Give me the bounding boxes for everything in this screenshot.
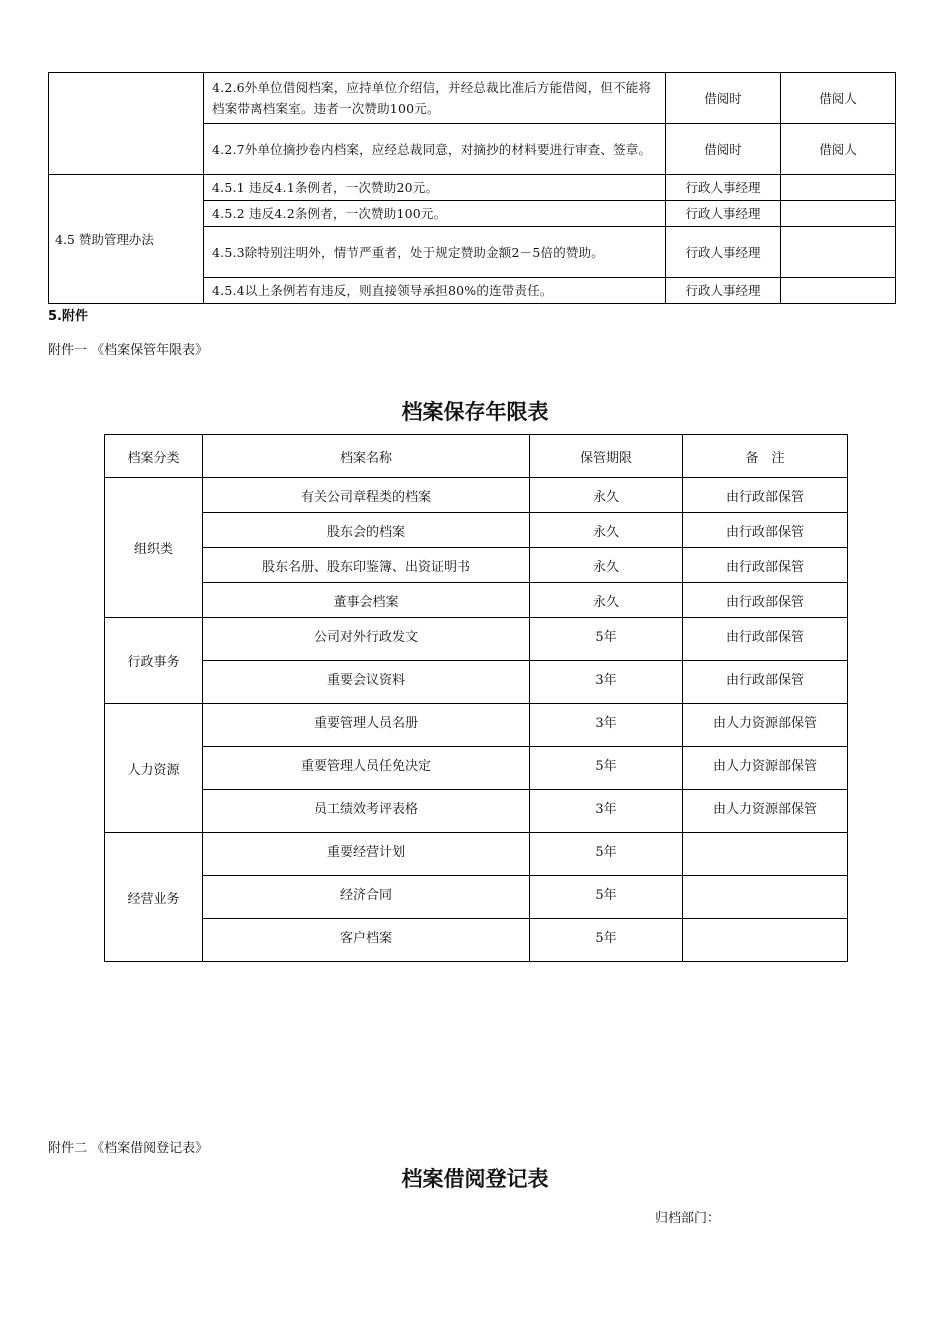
retention-period: 5年	[530, 618, 683, 661]
category-cell: 行政事务	[105, 618, 203, 704]
table-row	[105, 704, 848, 747]
archive-name: 公司对外行政发文	[203, 618, 530, 661]
archive-note: 由人力资源部保管	[683, 747, 848, 790]
archive-note: 由行政部保管	[683, 478, 848, 513]
rule-timing: 借阅时	[666, 124, 781, 175]
archive-name: 股东名册、股东印鉴簿、出资证明书	[203, 548, 530, 583]
table-row	[105, 478, 848, 513]
attachment-caption: 附件一 《档案保管年限表》	[48, 343, 209, 358]
table-row	[105, 919, 848, 962]
archive-name: 重要管理人员任免决定	[203, 747, 530, 790]
retention-period: 5年	[530, 833, 683, 876]
archive-note: 由行政部保管	[683, 513, 848, 548]
retention-table-title: 档案保存年限表	[401, 400, 549, 424]
archive-name: 董事会档案	[203, 583, 530, 618]
section-heading: 5.附件	[48, 309, 88, 324]
table-header-row	[105, 435, 848, 478]
archive-note: 由行政部保管	[683, 618, 848, 661]
borrow-register-title: 档案借阅登记表	[401, 1167, 549, 1191]
category-cell: 经营业务	[105, 833, 203, 962]
group-label: 4.5 赞助管理办法	[49, 175, 204, 304]
rule-text: 4.5.4以上条例若有违反，则直接领导承担80%的连带责任。	[204, 278, 666, 304]
rules-table	[48, 72, 896, 304]
table-row	[105, 548, 848, 583]
archive-note	[683, 919, 848, 962]
retention-table	[104, 434, 848, 962]
retention-period: 5年	[530, 876, 683, 919]
retention-period: 永久	[530, 513, 683, 548]
table-row	[105, 661, 848, 704]
rule-timing: 行政人事经理	[666, 278, 781, 304]
retention-period: 永久	[530, 478, 683, 513]
archive-note: 由人力资源部保管	[683, 704, 848, 747]
rule-owner	[781, 175, 896, 201]
rule-text: 4.5.3除特别注明外，情节严重者，处于规定赞助金额2－5倍的赞助。	[204, 227, 666, 278]
retention-period: 3年	[530, 704, 683, 747]
rule-text: 4.5.1 违反4.1条例者，一次赞助20元。	[204, 175, 666, 201]
rule-text: 4.2.6外单位借阅档案，应持单位介绍信，并经总裁比准后方能借阅，但不能将档案带离档案室。违者一次赞助100元。	[204, 73, 666, 124]
rule-timing: 借阅时	[666, 73, 781, 124]
archive-note: 由人力资源部保管	[683, 790, 848, 833]
table-row	[49, 175, 896, 201]
rule-timing: 行政人事经理	[666, 227, 781, 278]
retention-period: 永久	[530, 548, 683, 583]
archive-name: 有关公司章程类的档案	[203, 478, 530, 513]
retention-period: 5年	[530, 747, 683, 790]
table-row	[105, 583, 848, 618]
rule-owner	[781, 227, 896, 278]
rule-timing: 行政人事经理	[666, 201, 781, 227]
retention-period: 3年	[530, 661, 683, 704]
column-header: 备 注	[683, 435, 848, 478]
column-header: 保管期限	[530, 435, 683, 478]
category-cell: 组织类	[105, 478, 203, 618]
column-header: 档案名称	[203, 435, 530, 478]
table-row	[105, 790, 848, 833]
table-row	[105, 618, 848, 661]
archive-name: 客户档案	[203, 919, 530, 962]
retention-period: 3年	[530, 790, 683, 833]
rule-owner: 借阅人	[781, 124, 896, 175]
retention-period: 永久	[530, 583, 683, 618]
table-row	[105, 747, 848, 790]
category-cell: 人力资源	[105, 704, 203, 833]
archive-note: 由行政部保管	[683, 583, 848, 618]
archive-note: 由行政部保管	[683, 548, 848, 583]
rule-owner	[781, 201, 896, 227]
column-header: 档案分类	[105, 435, 203, 478]
archive-name: 重要会议资料	[203, 661, 530, 704]
rule-text: 4.2.7外单位摘抄卷内档案，应经总裁同意，对摘抄的材料要进行审查、签章。	[204, 124, 666, 175]
retention-period: 5年	[530, 919, 683, 962]
archive-name: 股东会的档案	[203, 513, 530, 548]
archive-note	[683, 876, 848, 919]
rule-owner: 借阅人	[781, 73, 896, 124]
empty-group-cell	[49, 73, 204, 175]
archive-note: 由行政部保管	[683, 661, 848, 704]
archive-name: 重要管理人员名册	[203, 704, 530, 747]
attachment-caption: 附件二 《档案借阅登记表》	[48, 1141, 209, 1156]
archive-name: 员工绩效考评表格	[203, 790, 530, 833]
archive-name: 重要经营计划	[203, 833, 530, 876]
rule-text: 4.5.2 违反4.2条例者，一次赞助100元。	[204, 201, 666, 227]
table-row	[105, 513, 848, 548]
rule-owner	[781, 278, 896, 304]
table-row	[49, 73, 896, 124]
table-row	[105, 876, 848, 919]
archive-note	[683, 833, 848, 876]
rule-timing: 行政人事经理	[666, 175, 781, 201]
table-row	[105, 833, 848, 876]
archive-name: 经济合同	[203, 876, 530, 919]
archive-department-label: 归档部门：	[655, 1211, 721, 1226]
